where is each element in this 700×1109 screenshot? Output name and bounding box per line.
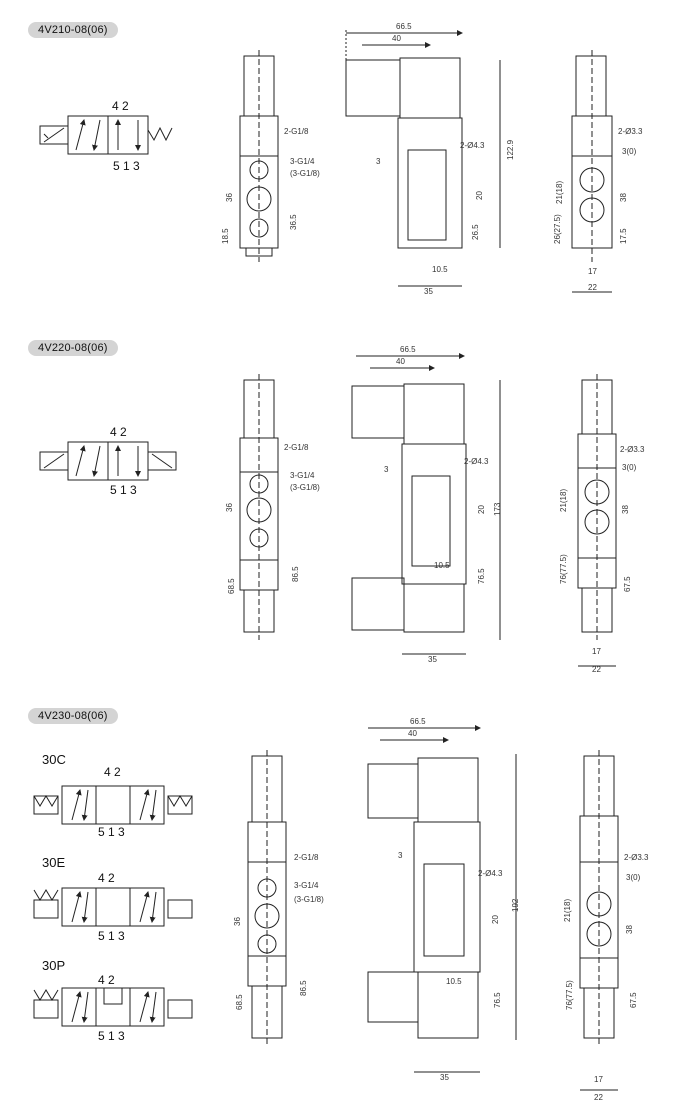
end-3-d17: 17 [594,1075,603,1084]
symbol-2-top-ports: 4 2 [110,425,127,439]
side-3-w1: 66.5 [410,717,426,726]
end-1-d21: 21(18) [555,180,564,204]
front-3-dim-36: 36 [233,917,242,926]
front-1-dim-36: 36 [225,193,234,202]
front-2-port-b: 3-G1/4 [290,471,315,480]
side-1-w2: 40 [392,34,401,43]
side-3-w2: 40 [408,729,417,738]
valve-symbol-2 [40,442,176,480]
symbol-1-top-ports: 4 2 [112,99,129,113]
side-3-w35: 35 [440,1073,449,1082]
side-2-w35: 35 [428,655,437,664]
end-1-d26: 26(27.5) [553,214,562,244]
side-3-d10: 10.5 [446,977,462,986]
side-view-3 [368,728,516,1072]
end-3-d38: 38 [625,925,634,934]
end-1-h3: 3(0) [622,147,637,156]
side-3-height: 192 [511,898,520,912]
symbol-2-bottom-ports: 5 1 3 [110,483,137,497]
end-2-hole: 2-Ø3.3 [620,445,645,454]
symbol-30c-bottom: 5 1 3 [98,825,125,839]
valve-symbol-30e [34,888,192,926]
model-label-3: 4V230-08(06) [28,708,118,724]
front-3-port-b: 3-G1/4 [294,881,319,890]
symbol-30p-top: 4 2 [98,973,115,987]
front-2-port-b-alt: (3-G1/8) [290,483,320,492]
front-3-dim-68: 68.5 [235,994,244,1010]
symbol-30e-bottom: 5 1 3 [98,929,125,943]
side-2-d76: 76.5 [477,568,486,584]
front-1-dim-18: 18.5 [221,228,230,244]
side-view-2 [352,356,500,654]
end-view-3 [580,750,618,1090]
end-2-d38: 38 [621,505,630,514]
front-1-port-b-alt: (3-G1/8) [290,169,320,178]
side-3-hole: 2-Ø4.3 [478,869,503,878]
end-1-d17: 17 [588,267,597,276]
front-2-dim-86: 86.5 [291,566,300,582]
front-3-dim-86: 86.5 [299,980,308,996]
variant-name-30e: 30E [42,855,66,870]
end-3-hole: 2-Ø3.3 [624,853,649,862]
side-2-d20: 20 [477,505,486,514]
front-3-port-b-alt: (3-G1/8) [294,895,324,904]
end-1-hole: 2-Ø3.3 [618,127,643,136]
end-1-d38: 38 [619,193,628,202]
front-view-3 [248,750,286,1046]
end-view-2 [578,374,616,666]
side-3-d3: 3 [398,851,403,860]
variant-name-30p: 30P [42,958,66,973]
front-2-dim-36: 36 [225,503,234,512]
end-1-d17a: 17.5 [619,228,628,244]
front-2-dim-68: 68.5 [227,578,236,594]
side-2-height: 173 [493,502,502,516]
front-view-2 [240,374,278,640]
end-3-d21: 21(18) [563,898,572,922]
front-3-port-a: 2-G1/8 [294,853,319,862]
side-2-hole: 2-Ø4.3 [464,457,489,466]
symbol-1-bottom-ports: 5 1 3 [113,159,140,173]
side-1-w1: 66.5 [396,22,412,31]
model-label-2: 4V220-08(06) [28,340,118,356]
end-3-h3: 3(0) [626,873,641,882]
model-label-1: 4V210-08(06) [28,22,118,38]
front-1-dim-36-5: 36.5 [289,214,298,230]
end-2-d21: 21(18) [559,488,568,512]
side-view-1 [346,30,500,286]
valve-symbol-30c [34,786,192,824]
front-view-1 [240,50,278,262]
end-1-d22: 22 [588,283,597,292]
end-3-d67: 67.5 [629,992,638,1008]
side-3-d76: 76.5 [493,992,502,1008]
side-1-height: 122.9 [506,139,515,160]
variant-name-30c: 30C [42,752,66,767]
front-1-port-a: 2-G1/8 [284,127,309,136]
end-3-d22: 22 [594,1093,603,1102]
end-view-1 [572,50,612,292]
side-1-hole: 2-Ø4.3 [460,141,485,150]
end-2-h3: 3(0) [622,463,637,472]
side-2-d10: 10.5 [434,561,450,570]
side-1-w35: 35 [424,287,433,296]
end-2-d76: 76(77.5) [559,554,568,584]
side-1-d26: 26.5 [471,224,480,240]
side-2-d3: 3 [384,465,389,474]
side-2-w1: 66.5 [400,345,416,354]
valve-symbol-1 [40,116,172,154]
side-1-d3: 3 [376,157,381,166]
side-1-d10: 10.5 [432,265,448,274]
end-3-d76: 76(77.5) [565,980,574,1010]
side-1-d20: 20 [475,191,484,200]
front-1-port-b: 3-G1/4 [290,157,315,166]
end-2-d17: 17 [592,647,601,656]
valve-symbol-30p [34,988,192,1026]
symbol-30c-top: 4 2 [104,765,121,779]
end-2-d67: 67.5 [623,576,632,592]
side-2-w2: 40 [396,357,405,366]
side-3-d20: 20 [491,915,500,924]
symbol-30p-bottom: 5 1 3 [98,1029,125,1043]
symbol-30e-top: 4 2 [98,871,115,885]
front-2-port-a: 2-G1/8 [284,443,309,452]
end-2-d22: 22 [592,665,601,674]
